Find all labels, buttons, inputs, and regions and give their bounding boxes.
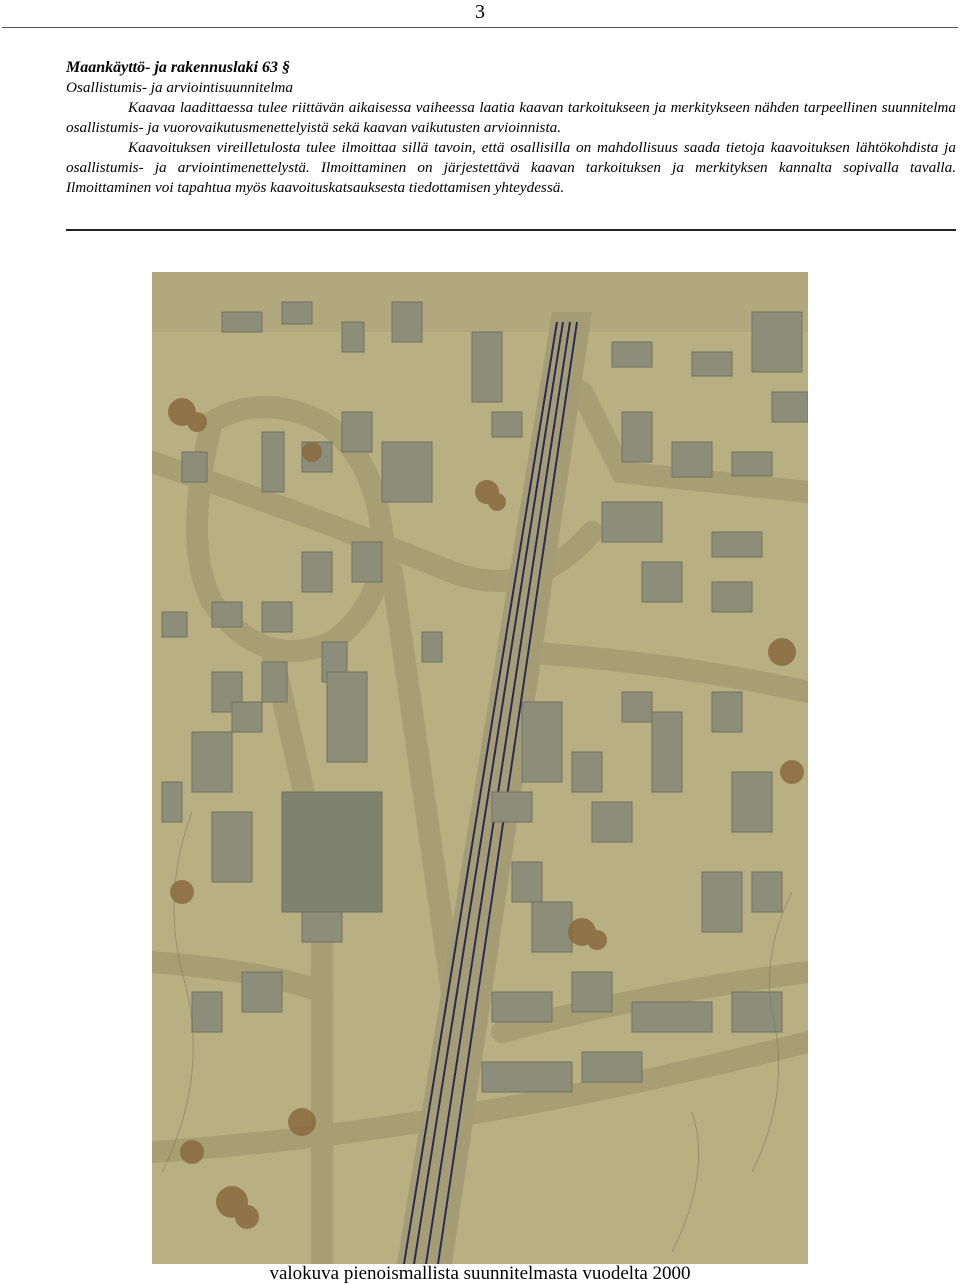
- building: [282, 302, 312, 324]
- building: [712, 532, 762, 557]
- building: [642, 562, 682, 602]
- model-photo: [152, 272, 808, 1264]
- tree: [302, 442, 322, 462]
- building: [382, 442, 432, 502]
- tree: [587, 930, 607, 950]
- building-long: [327, 672, 367, 762]
- building: [732, 992, 782, 1032]
- building: [212, 602, 242, 627]
- building: [422, 632, 442, 662]
- building: [212, 812, 252, 882]
- tree: [235, 1205, 259, 1229]
- building: [752, 872, 782, 912]
- model-photo-drawing: [152, 272, 808, 1264]
- building: [732, 452, 772, 476]
- building: [692, 352, 732, 376]
- building: [572, 972, 612, 1012]
- building: [262, 602, 292, 632]
- building: [712, 692, 742, 732]
- building: [162, 782, 182, 822]
- building: [222, 312, 262, 332]
- text-block: [66, 58, 956, 198]
- building: [342, 322, 364, 352]
- building: [772, 392, 808, 422]
- paragraph-1: Kaavaa laadittaessa tulee riittävän aikaisessa vaiheessa laatia kaavan tarkoitukseen ja merkitykseen nähden tarpeellinen suunnitelma osallistumis- ja vuorovaikutusmenettelyistä sekä kaavan vaikutusten arvioinnista.: [66, 99, 956, 136]
- photo-caption: valokuva pienoismallista suunnitelmasta vuodelta 2000: [269, 1263, 691, 1284]
- building: [492, 992, 552, 1022]
- section-subheading: Osallistumis- ja arviointisuunnitelma: [66, 79, 293, 96]
- building: [622, 412, 652, 462]
- tree: [488, 493, 506, 511]
- building: [672, 442, 712, 477]
- building: [242, 972, 282, 1012]
- building: [352, 542, 382, 582]
- building: [192, 732, 232, 792]
- building: [232, 702, 262, 732]
- building: [182, 452, 207, 482]
- building: [492, 412, 522, 437]
- building: [732, 772, 772, 832]
- building: [492, 792, 532, 822]
- paragraph-2: Kaavoituksen vireilletulosta tulee ilmoittaa sillä tavoin, että osallisilla on mahdollisuus saada tietoja kaavoituksen lähtökohdista ja osallistumis- ja arviointimenettelystä. Ilmoittaminen on järjestettävä kaavan tarkoituksen ja merkityksen kannalta sopivalla tavalla. Ilmoittaminen voi tapahtua myös kaavoituskatsauksesta tiedottamisen yhteydessä.: [66, 139, 956, 196]
- building: [262, 432, 284, 492]
- text-block-rule: [66, 229, 956, 231]
- building: [572, 752, 602, 792]
- building: [752, 312, 802, 372]
- building: [522, 702, 562, 782]
- building: [652, 712, 682, 792]
- building: [632, 1002, 712, 1032]
- building: [472, 332, 502, 402]
- building: [392, 302, 422, 342]
- building: [702, 872, 742, 932]
- tree: [170, 880, 194, 904]
- tree: [180, 1140, 204, 1164]
- building: [342, 412, 372, 452]
- building: [192, 992, 222, 1032]
- section-heading: Maankäyttö- ja rakennuslaki 63 §: [66, 59, 291, 76]
- building: [612, 342, 652, 367]
- header-rule: [2, 27, 958, 28]
- page-number: 3: [475, 1, 485, 23]
- building-large-hall: [282, 792, 382, 912]
- tree: [187, 412, 207, 432]
- building: [592, 802, 632, 842]
- tree: [780, 760, 804, 784]
- building: [262, 662, 287, 702]
- building: [302, 912, 342, 942]
- building: [712, 582, 752, 612]
- building: [622, 692, 652, 722]
- building: [482, 1062, 572, 1092]
- building: [302, 552, 332, 592]
- building: [162, 612, 187, 637]
- building: [602, 502, 662, 542]
- tree: [288, 1108, 316, 1136]
- building: [582, 1052, 642, 1082]
- building: [512, 862, 542, 902]
- building: [532, 902, 572, 952]
- tree: [768, 638, 796, 666]
